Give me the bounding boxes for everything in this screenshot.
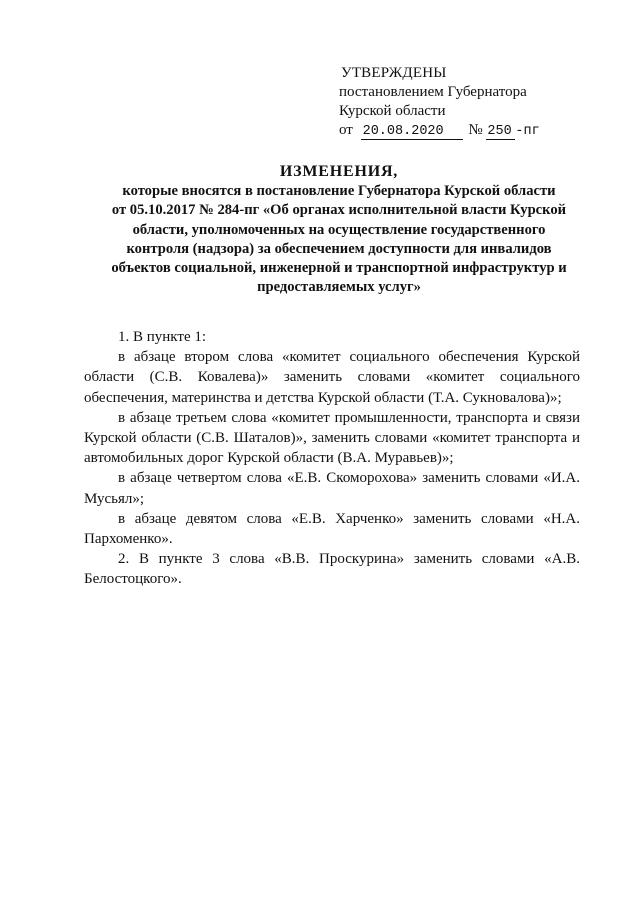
- approval-date-line: [339, 121, 540, 141]
- item-1-heading: 1. В пункте 1:: [118, 329, 207, 345]
- paragraph-third-clause: в абзаце третьем слова «комитет промышленности, транспорта и связи Курской области (С.В. Шаталов)», заменить словами «комитет транспорта и автомобильных дорог Курской области (В.А. Муравьев)»;: [84, 409, 580, 467]
- approval-number: 250: [486, 125, 515, 140]
- paragraph-fourth-clause: в абзаце четвертом слова «Е.В. Скоморохова» заменить словами «И.А. Мусьял»;: [84, 470, 580, 507]
- approval-stamp: [339, 64, 540, 141]
- approval-date: 20.08.2020: [361, 125, 463, 140]
- number-label: №: [468, 122, 483, 138]
- paragraph-ninth-clause: в абзаце девятом слова «Е.В. Харченко» заменить словами «Н.А. Пархоменко».: [84, 510, 580, 548]
- title-line: предоставляемых услуг»: [257, 279, 421, 296]
- title-line: объектов социальной, инженерной и транспортной инфраструктур и: [111, 260, 567, 277]
- approval-line-1: постановлением Губернатора: [339, 84, 527, 100]
- paragraph-second-clause: в абзаце втором слова «комитет социального обеспечения Курской области (С.В. Ковалева)» заменить словами «комитет социального обеспечения, материнства и детства Курской области (Т.А. Сукновалова)»;: [84, 349, 580, 406]
- item-2-paragraph: 2. В пункте 3 слова «В.В. Проскурина» заменить словами «А.В. Белостоцкого».: [84, 551, 580, 588]
- title-line: от 05.10.2017 № 284-пг «Об органах исполнительной власти Курской: [111, 202, 567, 219]
- title-line: области, уполномоченных на осуществление государственного: [132, 221, 546, 238]
- document-title: [96, 162, 582, 297]
- from-label: от: [339, 122, 353, 138]
- title-main: ИЗМЕНЕНИЯ,: [279, 163, 399, 180]
- approval-line-2: Курской области: [339, 103, 446, 119]
- document-body: [84, 327, 580, 590]
- title-line: которые вносятся в постановление Губернатора Курской области: [122, 183, 556, 200]
- approval-heading: УТВЕРЖДЕНЫ: [341, 65, 447, 81]
- approval-number-suffix: -пг: [515, 124, 540, 139]
- title-line: контроля (надзора) за обеспечением доступности для инвалидов: [126, 240, 552, 257]
